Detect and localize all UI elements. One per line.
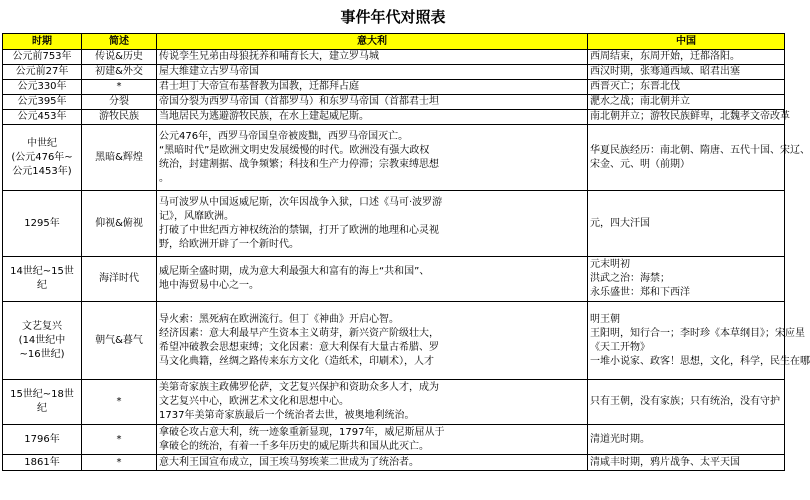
brief-cell: [82, 50, 157, 65]
brief-cell: [82, 65, 157, 80]
brief-cell: [82, 425, 157, 455]
period-cell-line: 纪: [37, 403, 47, 414]
brief-cell-line: 朝气&暮气: [95, 334, 143, 346]
italy-cell-line: 1737年美第奇家族最后一个统治者去世，被奥地利统治。: [159, 410, 415, 421]
italy-cell: [157, 50, 588, 65]
china-cell-line: 华夏民族经历：南北朝、隋唐、五代十国、宋辽、: [590, 144, 810, 156]
chronology-table: [2, 33, 810, 471]
italy-cell-line: 导火索：黑死病在欧洲流行。但丁《神曲》开启心智。: [159, 313, 399, 325]
italy-cell: [157, 65, 588, 80]
period-cell-line: 1295年: [24, 217, 60, 229]
period-cell-line: 公元395年: [17, 96, 67, 107]
period-cell: [3, 191, 82, 257]
period-cell-line: 公元453年: [17, 111, 67, 122]
italy-cell-line: 地中海贸易中心之一。: [159, 280, 259, 291]
brief-cell-line: 游牧民族: [99, 111, 139, 122]
china-cell-line: 永乐盛世：郑和下西洋: [590, 287, 690, 298]
china-cell: [588, 50, 785, 65]
brief-cell-line: *: [116, 433, 122, 445]
period-cell: [3, 80, 82, 95]
period-cell: [3, 110, 82, 125]
italy-cell-line: 野，给欧洲开辟了一个新时代。: [159, 238, 299, 250]
brief-cell: [82, 191, 157, 257]
brief-cell: [82, 80, 157, 95]
period-cell-line: 文艺复兴: [22, 320, 62, 332]
period-cell: [3, 425, 82, 455]
brief-cell: [82, 110, 157, 125]
china-cell-line: 清道光时期。: [590, 433, 650, 445]
italy-cell-line: 拿破仑攻占意大利，统一迹象重新显现，1797年，威尼斯屈从于: [159, 426, 445, 438]
period-cell-line: 中世纪: [27, 137, 57, 149]
italy-cell-line: 意大利王国宣布成立，国王埃马努埃莱二世成为了统治者。: [159, 456, 419, 468]
header-period: 时期: [3, 34, 82, 50]
china-cell-line: 洪武之治：海禁；: [590, 273, 670, 284]
period-cell: [3, 380, 82, 425]
table-row: [3, 65, 785, 80]
italy-cell: [157, 257, 588, 302]
brief-cell-line: 传说&历史: [95, 51, 143, 62]
china-cell: [588, 380, 785, 425]
brief-cell-line: 分裂: [109, 96, 129, 107]
header-brief: 简述: [82, 34, 157, 50]
brief-cell-line: 仰视&俯视: [95, 217, 143, 229]
china-cell: [588, 455, 785, 471]
china-cell: [588, 95, 785, 110]
china-cell-line: 王阳明，知行合一；李时珍《本草纲目》；宋应星: [590, 327, 805, 339]
italy-cell-line: “黑暗时代”是欧洲文明史发展缓慢的时代。欧洲没有强大政权: [159, 144, 430, 156]
china-cell-line: 西汉时期，张骞通西域、昭君出塞: [590, 66, 740, 77]
period-cell: [3, 125, 82, 191]
period-cell: [3, 50, 82, 65]
table-row: [3, 425, 785, 455]
page-title: 事件年代对照表: [340, 8, 446, 26]
table-row: [3, 110, 785, 125]
brief-cell-line: 海洋时代: [99, 273, 139, 284]
italy-cell: [157, 302, 588, 380]
period-cell: [3, 65, 82, 80]
italy-cell-line: 屋大维建立古罗马帝国: [159, 66, 259, 77]
table-row: [3, 95, 785, 110]
italy-cell-line: 马可波罗从中国返威尼斯，次年因战争入狱，口述《马可·波罗游: [159, 196, 443, 208]
table-row: [3, 125, 785, 191]
table-row: [3, 80, 785, 95]
italy-cell-line: 。: [159, 172, 169, 184]
china-cell-line: 淝水之战；南北朝并立: [590, 96, 690, 107]
table-row: [3, 455, 785, 471]
brief-cell: [82, 380, 157, 425]
china-cell: [588, 257, 785, 302]
brief-cell-line: 黑暗&辉煌: [95, 151, 143, 163]
china-cell-line: 宋金、元、明（前期）: [590, 158, 690, 170]
brief-cell: [82, 95, 157, 110]
period-cell: [3, 302, 82, 380]
italy-cell: [157, 380, 588, 425]
italy-cell: [157, 191, 588, 257]
period-cell-line: 公元前753年: [12, 51, 72, 62]
italy-cell-line: 帝国分裂为西罗马帝国（首都罗马）和东罗马帝国（首都君士坦: [159, 96, 439, 107]
header-italy: 意大利: [157, 34, 588, 50]
header-row: [3, 34, 785, 50]
period-cell-line: 公元330年: [17, 81, 67, 92]
italy-cell: [157, 110, 588, 125]
italy-cell-line: 马文化典籍，丝绸之路传来东方文化（造纸术，印刷术），人才: [159, 355, 434, 367]
italy-cell-line: 君士坦丁大帝宣布基督教为国教，迁都拜占庭: [159, 81, 359, 92]
table-row: [3, 257, 785, 302]
italy-cell-line: 希望冲破教会思想束缚；文化因素：意大利保有大量古希腊、罗: [159, 341, 439, 353]
china-cell-line: 元，四大汗国: [590, 217, 650, 229]
china-cell: [588, 80, 785, 95]
brief-cell: [82, 302, 157, 380]
china-cell-line: 明王朝: [590, 313, 620, 325]
china-cell-line: 西周结束，东周开始，迁都洛阳。: [590, 51, 740, 62]
china-cell: [588, 191, 785, 257]
china-cell: [588, 125, 810, 191]
china-cell: [588, 425, 785, 455]
china-cell-line: 南北朝并立；游牧民族鲜卑，北魏孝文帝改革: [590, 111, 790, 122]
italy-cell-line: 当地居民为逃避游牧民族，在水上建起威尼斯。: [159, 111, 369, 122]
china-cell-line: 《天工开物》: [590, 341, 650, 353]
period-cell: [3, 95, 82, 110]
china-cell-line: 一堆小说家、政客！思想，文化，科学，民生在哪: [590, 355, 810, 367]
period-cell-line: 1796年: [24, 433, 60, 445]
china-cell-line: 只有王朝，没有家族；只有统治，没有守护: [590, 396, 780, 407]
period-cell-line: 公元1453年): [12, 165, 72, 177]
table-row: [3, 191, 785, 257]
china-cell: [588, 110, 790, 125]
italy-cell: [157, 425, 588, 455]
italy-cell-line: 打破了中世纪西方神权统治的禁锢，打开了欧洲的地理和心灵视: [159, 224, 439, 236]
period-cell-line: 14世纪~15世: [10, 266, 74, 277]
china-cell-line: 元末明初: [590, 259, 630, 270]
italy-cell-line: 记》，风靡欧洲。: [159, 210, 234, 222]
brief-cell: [82, 257, 157, 302]
period-cell-line: 15世纪~18世: [10, 389, 74, 400]
italy-cell: [157, 125, 588, 191]
table-row: [3, 302, 785, 380]
italy-cell: [157, 80, 588, 95]
period-cell-line: 公元前27年: [15, 66, 69, 77]
italy-cell-line: 美第奇家族主政佛罗伦萨，文艺复兴保护和资助众多人才，成为: [159, 382, 439, 393]
italy-cell-line: 公元476年，西罗马帝国皇帝被废黜，西罗马帝国灭亡。: [159, 130, 409, 142]
china-cell-line: 清咸丰时期，鸦片战争、太平天国: [590, 456, 740, 468]
italy-cell-line: 威尼斯全盛时期，成为意大利最强大和富有的海上“共和国”、: [159, 266, 430, 277]
china-cell: [588, 65, 785, 80]
italy-cell-line: 传说孪生兄弟由母狼抚养和哺育长大，建立罗马城: [159, 51, 379, 62]
china-cell-line: 西晋灭亡；东晋北伐: [590, 81, 680, 92]
italy-cell-line: 经济因素：意大利最早产生资本主义萌芽，新兴资产阶级壮大，: [159, 327, 439, 339]
period-cell-line: 纪: [37, 280, 47, 291]
period-cell-line: ~16世纪): [19, 348, 65, 360]
italy-cell-line: 统治，封建割据、战争频繁；科技和生产力停滞；宗教束缚思想: [159, 158, 439, 170]
brief-cell-line: *: [116, 456, 122, 468]
brief-cell-line: *: [116, 81, 122, 92]
table-row: [3, 50, 785, 65]
period-cell-line: (14世纪中: [18, 334, 66, 346]
period-cell: [3, 455, 82, 471]
brief-cell: [82, 455, 157, 471]
brief-cell: [82, 125, 157, 191]
period-cell-line: (公元476年~: [11, 151, 73, 163]
italy-cell-line: 文艺复兴中心，欧洲艺术文化和思想中心。: [159, 396, 349, 407]
header-china: 中国: [588, 34, 785, 50]
italy-cell-line: 拿破仑的统治，有着一千多年历史的威尼斯共和国从此灭亡。: [159, 440, 429, 452]
brief-cell-line: *: [116, 396, 122, 407]
table-row: [3, 380, 785, 425]
brief-cell-line: 初建&外交: [95, 66, 143, 77]
italy-cell: [157, 455, 588, 471]
period-cell-line: 1861年: [24, 456, 60, 468]
period-cell: [3, 257, 82, 302]
italy-cell: [157, 95, 588, 110]
china-cell: [588, 302, 810, 380]
